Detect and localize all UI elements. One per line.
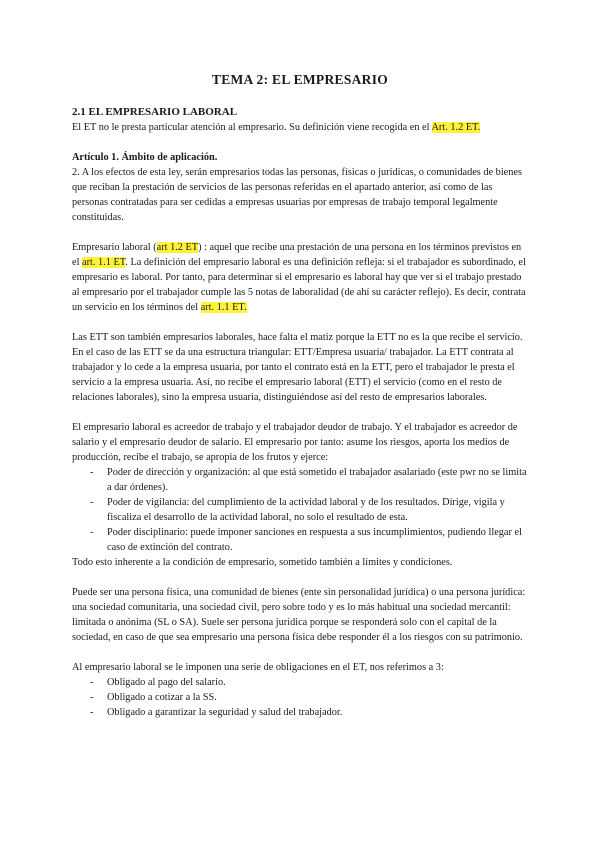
article-text: 2. A los efectos de esta ley, serán empresarios todas las personas, físicas o jurídicas, o comunidades de bienes que reciban la prestación de servicios de las personas referidas en el apartado anterior, así como de las personas contratadas para ser cedidas a empresas usuarias por empresas de trabajo temporal legalmente constituidas. bbox=[72, 167, 522, 223]
paragraph-ett: Las ETT son también empresarios laborales, hace falta el matiz porque la ETT no es la que recibe el servicio. En el caso de las ETT se da una estructura triangular: ETT/Empresa usuaria/ trabajador. La ETT contrata al trabajador y lo cede a la empresa usuaria, por tanto el contrato está en la ETT, pero el trabajador le presta el servicio a la empresa usuaria. Así, no recibe el empresario laboral (ETT) el servicio (como en el resto de relaciones laborales), sino la empresa usuaria, distinguiéndose así del resto de empresarios laborales. bbox=[72, 332, 523, 403]
paragraph-persona: Puede ser una persona física, una comunidad de bienes (ente sin personalidad jurídica) o una persona jurídica: una sociedad comunitaria, una sociedad civil, pero sobre todo y es lo más habitual una sociedad mercantil: limitada o anónima (SL o SA). Suele ser persona jurídica porque se responderá solo con el capital de la sociedad, en caso de que sea empresario una persona física debe responder él a los riesgos con su patrimonio. bbox=[72, 587, 526, 643]
list-item: - Obligado a cotizar a la SS. bbox=[72, 690, 528, 705]
paragraph-acreedor: El empresario laboral es acreedor de trabajo y el trabajador deudor de trabajo. Y el trabajador es acreedor de salario y el empresario deudor de salario. El empresario por tanto: asume los riesgos, aporta los medios de producción, recibe el trabajo, se apropia de los frutos y ejerce: bbox=[72, 422, 518, 463]
poderes-list bbox=[72, 465, 528, 555]
emp-highlight-3: art. 1.1 ET. bbox=[200, 302, 247, 313]
paragraph-empresario-laboral bbox=[72, 240, 528, 315]
emp-text-2: ) : aquel que recibe una prestación de una persona en los términos previstos en el bbox=[72, 242, 522, 268]
obligaciones-list bbox=[72, 675, 528, 720]
list-item: - Poder disciplinario: puede imponer sanciones en respuesta a sus incumplimientos, pudiendo llegar el caso de extinción del contrato. bbox=[72, 525, 528, 555]
section-intro bbox=[72, 120, 528, 135]
intro-text: El ET no le presta particular atención al empresario. Su definición viene recogida en el bbox=[72, 122, 432, 133]
paragraph-obligaciones: Al empresario laboral se le imponen una serie de obligaciones en el ET, nos referimos a 3: bbox=[72, 662, 444, 673]
list-item: - Poder de dirección y organización: al que está sometido el trabajador asalariado (este pwr no se limita a dar órdenes). bbox=[72, 465, 528, 495]
emp-text-1: Empresario laboral ( bbox=[72, 242, 157, 253]
document-body bbox=[72, 105, 528, 720]
paragraph-inherente: Todo esto inherente a la condición de empresario, sometido también a límites y condiciones. bbox=[72, 557, 453, 568]
section-heading: 2.1 EL EMPRESARIO LABORAL bbox=[72, 106, 238, 118]
document-title: TEMA 2: EL EMPRESARIO bbox=[211, 72, 389, 87]
intro-highlight: Art. 1.2 ET. bbox=[431, 122, 481, 133]
article-heading: Artículo 1. Ámbito de aplicación. bbox=[72, 152, 218, 163]
emp-highlight-1: art 1.2 ET bbox=[156, 242, 199, 253]
list-item: - Poder de vigilancia: del cumplimiento de la actividad laboral y de los resultados. Dirige, vigila y fiscaliza el desarrollo de la actividad laboral, no solo el resultado de esta. bbox=[72, 495, 528, 525]
emp-highlight-2: art. 1.1 ET bbox=[82, 257, 126, 268]
list-item: - Obligado al pago del salario. bbox=[72, 675, 528, 690]
list-item: - Obligado a garantizar la seguridad y salud del trabajador. bbox=[72, 705, 528, 720]
emp-text-3: . La definición del empresario laboral es una definición refleja: si el trabajador es subordinado, el empresario es laboral. Por tanto, para determinar si el empresario es laboral hay que ver si el trabajo prestado al empresario por el trabajador cumple las 5 notas de laboralidad (de ahí su carácter reflejo). Es decir, contrata un servicio en los términos del bbox=[72, 257, 526, 313]
